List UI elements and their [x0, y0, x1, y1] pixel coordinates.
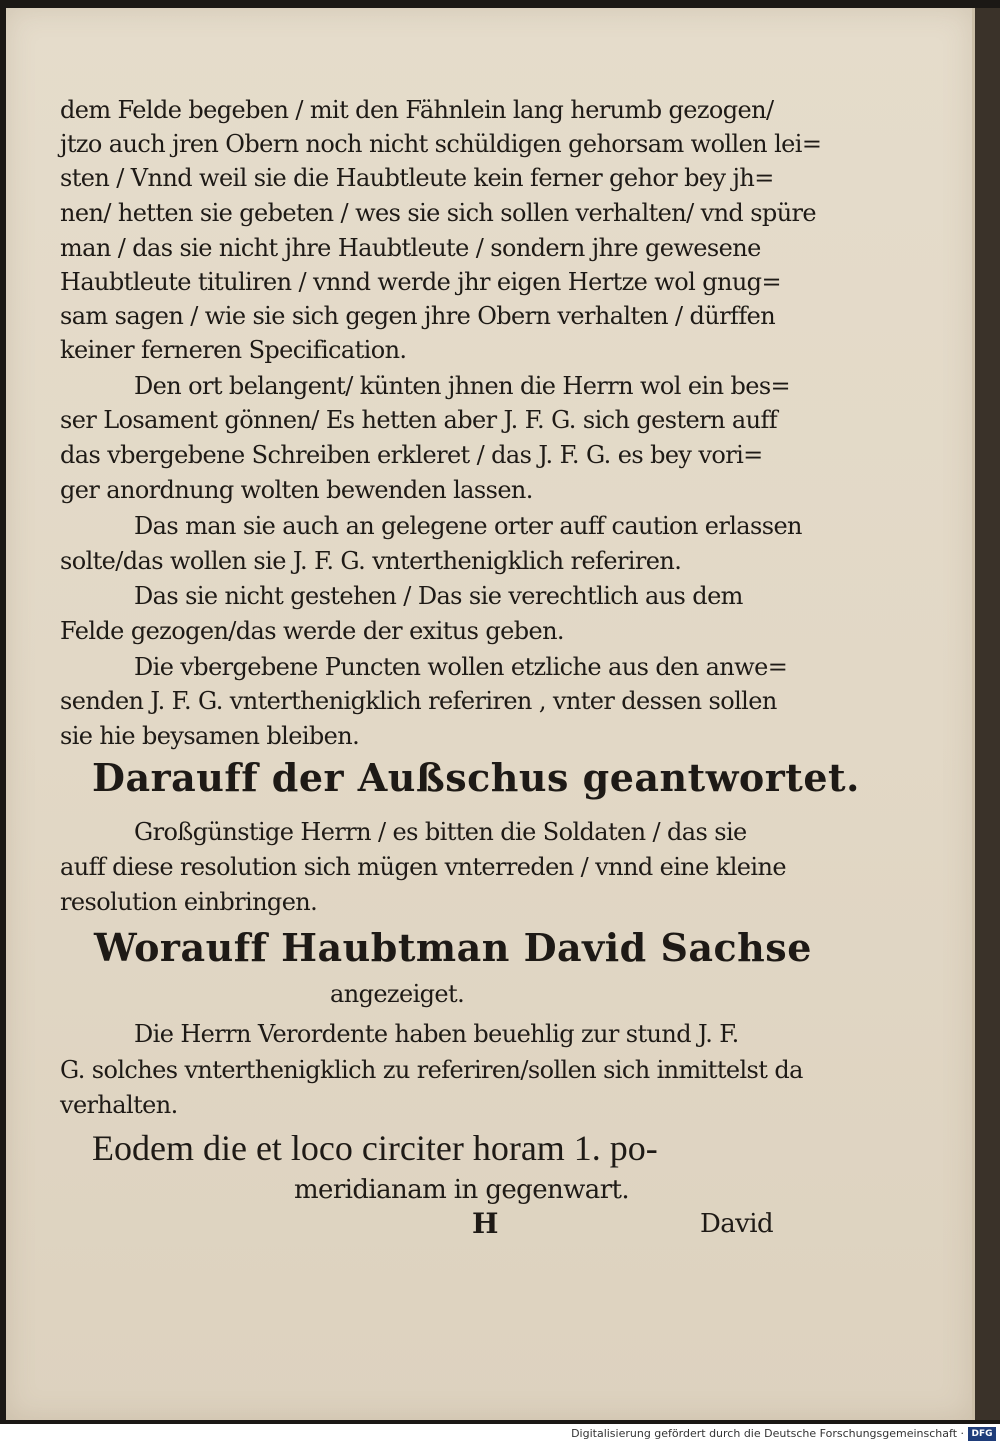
latin-line: meridianam in gegenwart. — [294, 1175, 630, 1205]
text-line: nen/ hetten sie gebeten / wes sie sich sollen verhalten/ vnd spüre — [60, 199, 817, 227]
text-line: Die vbergebene Puncten wollen etzliche aus den anwe= — [134, 653, 788, 681]
text-line: keiner ferneren Specification. — [60, 336, 407, 364]
text-line: jtzo auch jren Obern noch nicht schüldigen gehorsam wollen lei= — [60, 130, 822, 158]
text-line: Felde gezogen/das werde der exitus geben. — [60, 617, 564, 645]
section-heading-continued: angezeiget. — [330, 980, 465, 1008]
catchword: David — [700, 1209, 773, 1239]
text-line: sie hie beysamen bleiben. — [60, 722, 360, 750]
text-line: auff diese resolution sich mügen vnterreden / vnnd eine kleine — [60, 853, 786, 881]
dfg-logo-icon: DFG — [968, 1427, 996, 1441]
text-line: resolution einbringen. — [60, 888, 318, 916]
text-line: Den ort belangent/ künten jhnen die Herrn wol ein bes= — [134, 372, 791, 400]
text-line: sten / Vnnd weil sie die Haubtleute kein ferner gehor bey jh= — [60, 164, 774, 192]
text-line: Die Herrn Verordente haben beuehlig zur stund J. F. — [134, 1020, 739, 1048]
latin-line: Eodem die et loco circiter horam 1. po- — [92, 1128, 658, 1168]
text-line: dem Felde begeben / mit den Fähnlein lang herumb gezogen/ — [60, 96, 774, 124]
text-line: man / das sie nicht jhre Haubtleute / sondern jhre gewesene — [60, 234, 761, 262]
text-line: Das man sie auch an gelegene orter auff caution erlassen — [134, 512, 802, 540]
footer-credit: Digitalisierung gefördert durch die Deutsche Forschungsgemeinschaft · — [571, 1427, 964, 1440]
text-line: ger anordnung wolten bewenden lassen. — [60, 476, 533, 504]
text-line: verhalten. — [60, 1091, 178, 1119]
text-line: Haubtleute tituliren / vnnd werde jhr eigen Hertze wol gnug= — [60, 268, 781, 296]
signature-mark: H — [472, 1207, 498, 1240]
text-line: sam sagen / wie sie sich gegen jhre Obern verhalten / dürffen — [60, 302, 776, 330]
section-heading: Darauff der Außschus geantwortet. — [92, 755, 860, 800]
text-line: ser Losament gönnen/ Es hetten aber J. F. G. sich gestern auff — [60, 406, 778, 434]
text-line: G. solches vnterthenigklich zu referiren/sollen sich inmittelst da — [60, 1056, 803, 1084]
footer-bar — [0, 1424, 1000, 1444]
text-line: solte/das wollen sie J. F. G. vnterthenigklich referiren. — [60, 547, 682, 575]
text-line: Das sie nicht gestehen / Das sie verechtlich aus dem — [134, 582, 743, 610]
text-line: senden J. F. G. vnterthenigklich referiren , vnter dessen sollen — [60, 687, 777, 715]
text-line: das vbergebene Schreiben erkleret / das J. F. G. es bey vori= — [60, 441, 763, 469]
text-line: Großgünstige Herrn / es bitten die Soldaten / das sie — [134, 818, 747, 846]
book-page — [6, 8, 975, 1420]
section-heading: Worauff Haubtman David Sachse — [94, 925, 812, 970]
page-edge — [975, 8, 1000, 1420]
